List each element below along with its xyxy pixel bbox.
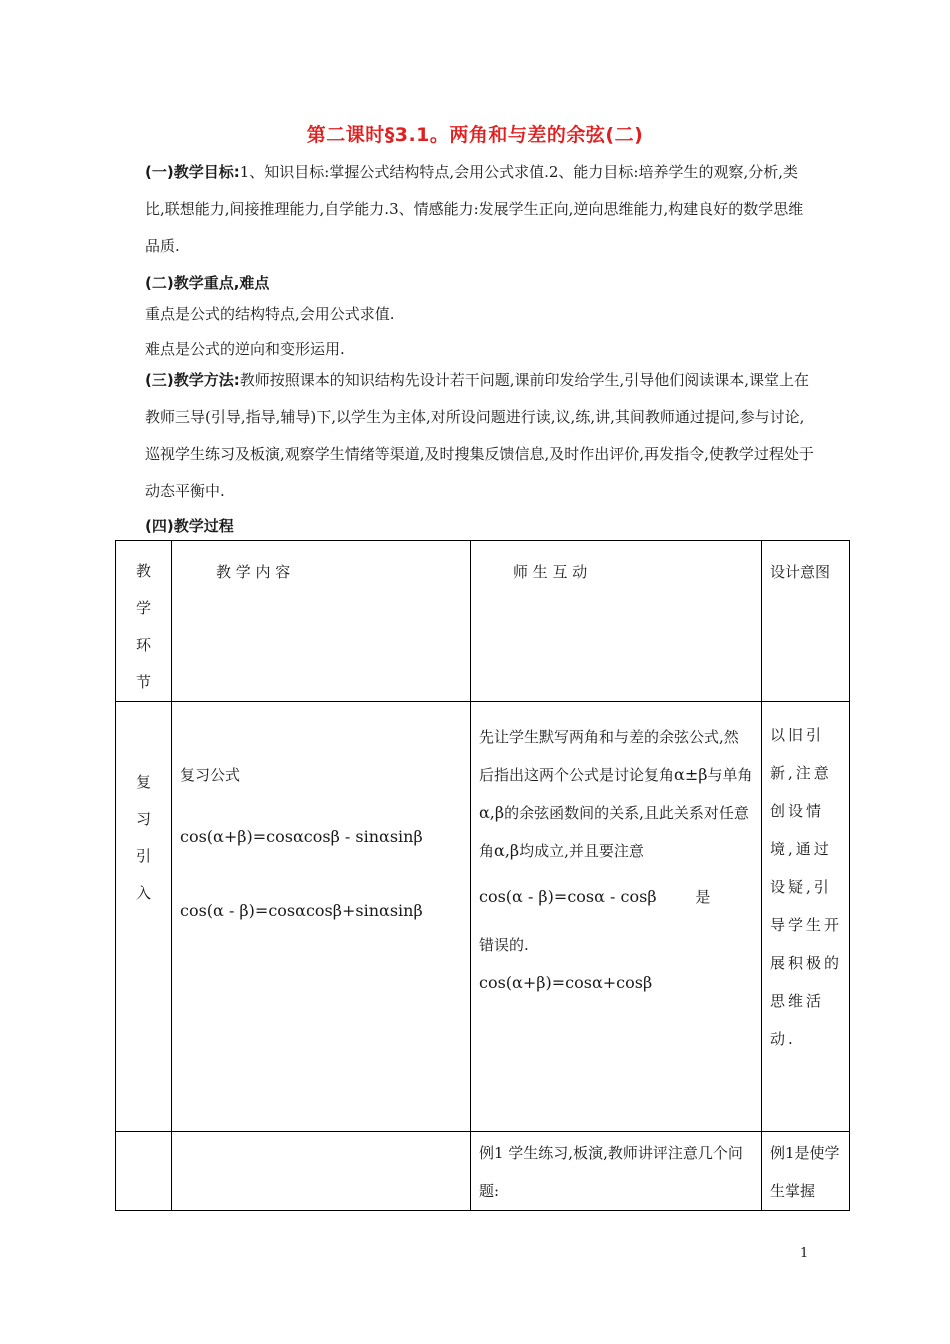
formula-cos-diff: cos(α - β)=cosαcosβ+sinαsinβ (180, 901, 423, 920)
is-text: 是 (695, 888, 711, 906)
wrong-formula-2: cos(α+β)=cosα+cosβ (479, 973, 653, 992)
content-empty (172, 1132, 471, 1211)
wrong-text: 错误的. (479, 936, 529, 954)
method-text: 教师按照课本的知识结构先设计若干问题,课前印发给学生,引导他们阅读课本,课堂上在教师三导(引导,指导,辅导)下,以学生为主体,对所设问题进行读,议,练,讲,其间教师通过提问,参与讨论,巡视学生练习及板演,观察学生情绪等渠道,及时搜集反馈信息,及时作出评价,再发指令,使教学过程处于动态平衡中. (145, 371, 814, 500)
header-interaction: 师 生 互 动 (513, 563, 588, 581)
intent-example: 例1是使学生掌握 (770, 1144, 840, 1200)
interaction-review (471, 702, 761, 1002)
formula-cos-sum: cos(α+β)=cosαcosβ - sinαsinβ (180, 827, 423, 846)
interaction-text-1: 先让学生默写两角和与差的余弦公式,然后指出这两个公式是讨论复角 (479, 728, 739, 784)
table-header-row (116, 541, 850, 702)
header-intent: 设计意图 (770, 563, 831, 581)
process-heading: (四)教学过程 (145, 517, 234, 535)
interaction-expr-3: α,β (494, 841, 520, 860)
table-row (116, 702, 850, 1132)
wrong-formula-line (479, 878, 753, 916)
teaching-goals (145, 154, 815, 265)
teaching-method (145, 362, 815, 510)
key-focus-text: 重点是公式的结构特点,会用公式求值. (145, 305, 395, 323)
stage-review: 复习引入 (136, 773, 152, 902)
goals-text: 1、知识目标:掌握公式结构特点,会用公式求值.2、能力目标:培养学生的观察,分析,类比,联想能力,间接推理能力,自学能力.3、情感能力:发展学生正向,逆向思维能力,构建良好的数学思维品质. (145, 163, 804, 255)
interaction-text-4: 均成立,并且要注意 (519, 842, 644, 860)
process-table (115, 540, 850, 1211)
header-content: 教 学 内 容 (216, 563, 291, 581)
interaction-example: 例1 学生练习,板演,教师讲评注意几个问题: (479, 1144, 743, 1200)
interaction-expr-2: α,β (479, 803, 505, 822)
page-title: 第二课时§3.1。两角和与差的余弦(二) (306, 124, 644, 146)
table-row (116, 1132, 850, 1211)
key-points-heading: (二)教学重点,难点 (145, 274, 270, 292)
content-review (172, 702, 470, 930)
page-number: 1 (800, 1246, 809, 1261)
key-difficulty-text: 难点是公式的逆向和变形运用. (145, 340, 345, 358)
method-heading: (三)教学方法: (145, 371, 240, 389)
stage-empty (116, 1132, 172, 1211)
interaction-text-3: 的余弦函数间的关系,且此关系对任意角 (479, 804, 749, 860)
content-label: 复习公式 (180, 766, 241, 784)
interaction-text-2: 与单角 (707, 766, 753, 784)
wrong-formula-1: cos(α - β)=cosα - cosβ (479, 887, 657, 906)
interaction-expr-1: α±β (674, 765, 708, 784)
intent-review: 以旧引新,注意创设情境,通过设疑,引导学生开展积极的思维活动. (770, 726, 843, 1048)
header-stage: 教学环节 (136, 562, 152, 691)
goals-heading: (一)教学目标: (145, 163, 240, 181)
